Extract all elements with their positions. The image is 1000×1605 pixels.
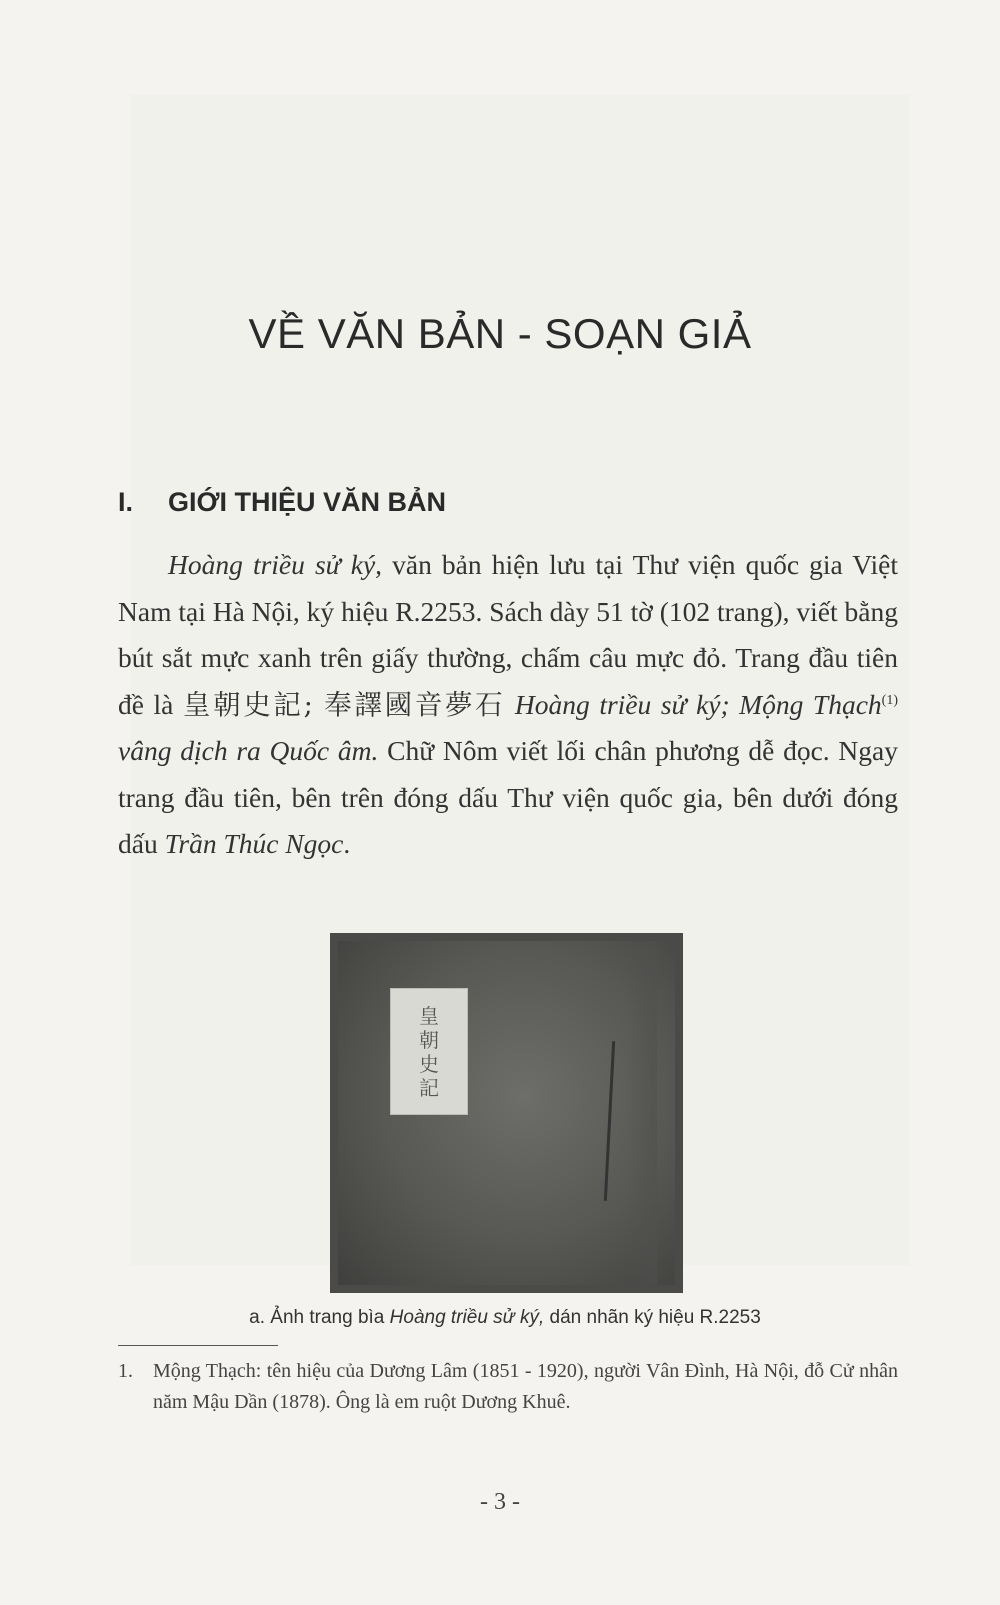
text-run: . — [343, 828, 351, 859]
cover-photo — [330, 933, 683, 1293]
section-heading — [118, 487, 446, 518]
footnote-number: 1. — [118, 1360, 133, 1382]
photo-crease — [604, 1041, 615, 1201]
footnote-text: Mộng Thạch: tên hiệu của Dương Lâm (1851 - 1920), người Vân Đình, Hà Nội, đỗ Cử nhân năm Mậu Dần (1878). Ông là em ruột Dương Khuê. — [153, 1360, 898, 1413]
footnote-divider — [118, 1345, 278, 1346]
footnote-reference: (1) — [881, 692, 898, 708]
han-text: 皇朝史記; 奉譯國音夢石 — [182, 688, 506, 721]
footnote — [118, 1356, 898, 1418]
page-number: - 3 - — [480, 1489, 520, 1515]
caption-title: Hoàng triều sử ký, — [389, 1307, 545, 1328]
label-char: 朝 — [419, 1027, 439, 1052]
photo-edge-shadow — [627, 941, 657, 1285]
label-char: 記 — [419, 1075, 439, 1100]
caption-prefix: a. Ảnh trang bìa — [249, 1307, 390, 1328]
photo-title-label — [390, 988, 468, 1115]
text-run: văn bản hiện lưu tại Thư viện quốc gia Việt Nam tại Hà Nội, ký hiệu R.2253. Sách dày 51 tờ (102 trang), viết bằng bút sắt mực xanh trên giấy thường, chấm câu mực đỏ. Trang đầu tiên đề là — [118, 549, 898, 720]
text-run: Chữ Nôm viết lối chân phương dễ đọc. Ngay trang đầu tiên, bên trên đóng dấu Thư viện quốc gia, bên dưới đóng dấu — [118, 735, 898, 859]
book-title: Hoàng triều sử ký, — [168, 549, 383, 580]
body-paragraph — [118, 542, 898, 868]
label-char: 皇 — [419, 1003, 439, 1028]
italic-run: vâng dịch ra Quốc âm. — [118, 735, 379, 766]
seal-name: Trần Thúc Ngọc — [164, 828, 344, 859]
photo-caption — [0, 1307, 1000, 1329]
chapter-title: VỀ VĂN BẢN - SOẠN GIẢ — [248, 310, 752, 357]
photo-background — [338, 941, 675, 1285]
label-char: 史 — [419, 1051, 439, 1076]
section-title: GIỚI THIỆU VĂN BẢN — [168, 487, 447, 517]
italic-run: Hoàng triều sử ký; Mộng Thạch — [505, 688, 882, 720]
section-number: I. — [118, 487, 134, 517]
caption-suffix: dán nhãn ký hiệu R.2253 — [544, 1307, 761, 1328]
